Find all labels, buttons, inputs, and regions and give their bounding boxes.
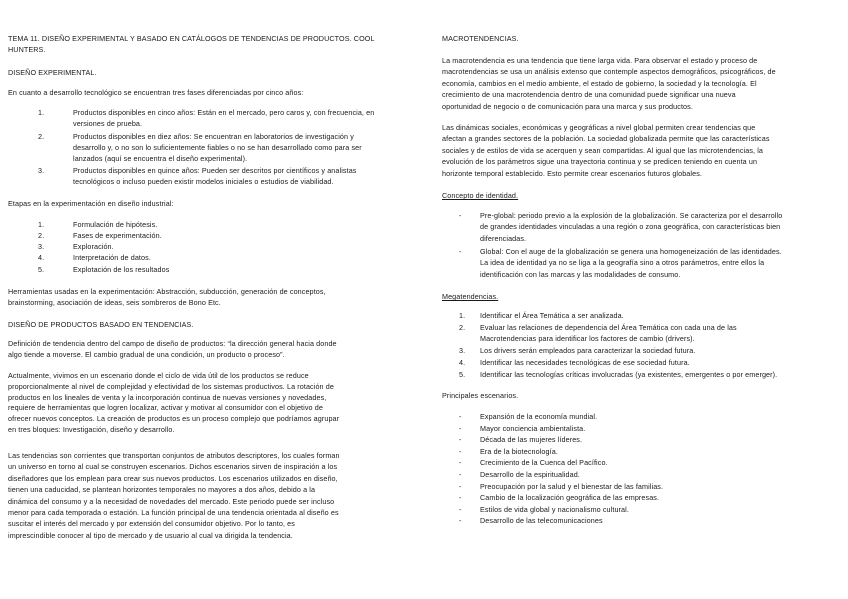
identity-item-text: Pre-global: periodo previo a la explosión de la globalización. Se caracteriza por el desarrollo [480, 211, 783, 220]
bullet-dash: - [459, 211, 462, 220]
macro-paragraph: economía, cambios en el medio ambiente, el estado de gobierno, la sociedad y la tecnología. El [442, 78, 757, 88]
megatrend-item-text: Identificar las tecnologías críticas involucradas (ya existentes, emergentes o por emerger). [480, 370, 778, 379]
trends-paragraph: proporcionalmente al nivel de complejidad y efectividad de los sistemas productivos. La rotación de [8, 381, 334, 391]
macro-paragraph: macrotendencias se usa un análisis extenso que contemple aspectos demográficos, psicográficos, de [442, 67, 776, 77]
macro-paragraph-2: evolución de los parámetros sigue una trayectoria continua y se predicen teniendo en cuenta un [442, 157, 758, 167]
identity-item-text: identificación con las marcas y las modalidades de consumo. [480, 270, 681, 279]
megatrend-item-text: Macrotendencias para identificar los factores de cambio (drivers). [480, 334, 695, 343]
megatrend-number: 2. [459, 323, 466, 332]
scenario-item-text: Desarrollo de la espiritualidad. [480, 470, 580, 479]
stage-number: 2. [38, 231, 45, 240]
tools-paragraph: Herramientas usadas en la experimentación: Abstracción, subducción, generación de conceptos, [8, 287, 326, 296]
phase-number: 3. [38, 166, 45, 175]
scenario-item-text: Mayor conciencia ambientalista. [480, 423, 586, 433]
macro-paragraph-2: sociales y de estilos de vida se acerquen y sean compartidas. Al igual que las microtendencias, la [442, 145, 764, 155]
trends-paragraph: ofrecer nuevos conceptos. La creación de productos es un proceso complejo que podríamos agrupar [8, 414, 340, 424]
megatrend-item-text: Evaluar las relaciones de dependencia del Área Temática con cada una de las [480, 323, 737, 332]
bullet-dash: - [459, 458, 462, 468]
document-title-line2: HUNTERS. [8, 45, 46, 54]
intro-paragraph: En cuanto a desarrollo tecnológico se encuentran tres fases diferenciadas por cinco años: [8, 88, 304, 97]
megatrend-item-text: Identificar las necesidades tecnológicas de ese sociedad futura. [480, 358, 690, 367]
bullet-dash: - [459, 446, 462, 456]
bullet-dash: - [459, 247, 462, 256]
scenario-item-text: Expansión de la economía mundial. [480, 412, 598, 421]
phase-item-text: lanzados (aquí se encuentra el diseño experimental). [73, 154, 248, 163]
macro-paragraph: La macrotendencia es una tendencia que tiene larga vida. Para observar el estado y proceso de [442, 56, 758, 65]
bullet-dash: - [459, 504, 462, 514]
bullet-dash: - [459, 470, 462, 479]
stage-number: 1. [38, 220, 45, 229]
megatrends-heading: Megatendencias. [442, 292, 499, 301]
trends-paragraph-2: suscitar el interés del mercado y por extensión del consumidor objetivo. Por lo tanto, es [8, 519, 295, 529]
macro-paragraph-2: Las dinámicas sociales, económicas y geográficas a nivel global permiten crear tendencias que [442, 123, 756, 132]
stage-number: 4. [38, 253, 45, 262]
stage-item-text: Exploración. [73, 242, 114, 251]
phase-item-text: desarrollo y, o no son lo suficientemente fiables o no se han desarrollado como para ser [73, 143, 362, 152]
identity-item-text: Global: Con el auge de la globalización se genera una homogeneización de las identidades. [480, 247, 782, 256]
scenario-item-text: Era de la biotecnología. [480, 446, 558, 456]
trends-paragraph-2: tienen una caducidad, se plantean horizontes temporales no mayores a dos años, debido a la [8, 485, 316, 495]
trends-paragraph-2: imprescindible conocer al tipo de mercado y de usuario al cual va dirigida la tendencia. [8, 530, 293, 540]
macro-paragraph: crecimiento de una macrotendencia dentro de una comunidad puede significar una nueva [442, 90, 736, 100]
megatrend-item-text: Los drivers serán empleados para caracterizar la sociedad futura. [480, 346, 696, 355]
identity-item-text: de grandes identidades vinculadas a una región o zona geográfica, con características bien [480, 222, 781, 231]
phase-item-text: tecnológicos o incluso pueden existir modelos iniciales o estudios de viabilidad. [73, 177, 334, 186]
scenario-item-text: Cambio de la localización geográfica de las empresas. [480, 493, 660, 503]
bullet-dash: - [459, 516, 462, 526]
scenario-item-text: Desarrollo de las telecomunicaciones [480, 516, 603, 526]
stage-item-text: Fases de experimentación. [73, 231, 162, 240]
megatrend-number: 5. [459, 370, 466, 379]
trends-paragraph-2: menor para cada temporada o estación. La función principal de una tendencia orientada al diseño es [8, 508, 339, 517]
definition-paragraph: Definición de tendencia dentro del campo de diseño de productos: “la dirección general hacia donde [8, 339, 337, 348]
stage-number: 3. [38, 242, 45, 251]
document-title: TEMA 11. DISEÑO EXPERIMENTAL Y BASADO EN CATÁLOGOS DE TENDENCIAS DE PRODUCTOS. COOL [8, 34, 375, 43]
tools-paragraph: brainstorming, asociación de ideas, seis sombreros de Bono Etc. [8, 298, 221, 307]
phase-number: 1. [38, 108, 45, 117]
section-heading-trends: DISEÑO DE PRODUCTOS BASADO EN TENDENCIAS. [8, 320, 194, 329]
identity-item-text: diferenciadas. [480, 234, 527, 243]
macro-paragraph-2: afectan a grandes sectores de la población. La sociedad globalizada permite que las características [442, 134, 770, 144]
identity-item-text: La idea de identidad ya no se liga a la geografía sino a otros parámetros, entre ellos la [480, 258, 765, 267]
definition-paragraph: algo tiende a moverse. El cambio gradual de una condición, un producto o proceso”. [8, 350, 285, 359]
megatrend-item-text: Identificar el Área Temática a ser analizada. [480, 311, 624, 320]
scenario-item-text: Crecimiento de la Cuenca del Pacífico. [480, 458, 608, 468]
stage-number: 5. [38, 265, 45, 274]
phase-number: 2. [38, 132, 45, 141]
stage-item-text: Explotación de los resultados [73, 265, 170, 274]
phase-item-text: Productos disponibles en diez años: Se encuentran en laboratorios de investigación y [73, 132, 354, 141]
trends-paragraph-2: Las tendencias son corrientes que transportan conjuntos de atributos descriptores, los cuales forman [8, 451, 340, 460]
stages-intro: Etapas en la experimentación en diseño industrial: [8, 199, 174, 208]
scenarios-heading: Principales escenarios. [442, 391, 519, 400]
stage-item-text: Interpretación de datos. [73, 253, 151, 262]
bullet-dash: - [459, 481, 462, 491]
trends-paragraph-2: diseñadores que los emplean para crear sus nuevos productos. Los escenarios utilizados en diseño, [8, 473, 338, 483]
stage-item-text: Formulación de hipótesis. [73, 220, 158, 229]
macro-paragraph: oportunidad de negocio o de comunicación para una marca y sus productos. [442, 101, 693, 111]
bullet-dash: - [459, 435, 462, 445]
trends-paragraph: Actualmente, vivimos en un escenario donde el ciclo de vida útil de los productos se reduce [8, 371, 309, 380]
phase-item-text: Productos disponibles en quince años: Pueden ser descritos por científicos y analistas [73, 166, 357, 175]
macro-paragraph-2: horizonte temporal establecido. Esto permite crear escenarios futuros globales. [442, 168, 702, 178]
trends-paragraph: productos en los lineales de venta y la incorporación continua de nuevas versiones y novedades, [8, 392, 327, 402]
bullet-dash: - [459, 412, 462, 421]
phase-item-text: Productos disponibles en cinco años: Están en el mercado, pero caros y, con frecuencia, en [73, 108, 375, 117]
identity-heading: Concepto de identidad. [442, 191, 519, 200]
trends-paragraph-2: dinámica del consumo y a la necesidad de novedades del mercado. Este periodo puede ser incluso [8, 496, 335, 506]
section-heading-experimental: DISEÑO EXPERIMENTAL. [8, 68, 97, 77]
trends-paragraph: requiere de herramientas que logren localizar, activar y motivar al consumidor con el objetivo de [8, 403, 323, 413]
scenario-item-text: Preocupación por la salud y el bienestar de las familias. [480, 481, 664, 491]
megatrend-number: 3. [459, 346, 466, 355]
phase-item-text: versiones de prueba. [73, 119, 143, 128]
scenario-item-text: Estilos de vida global y nacionalismo cultural. [480, 504, 629, 514]
trends-paragraph-2: un universo en torno al cual se construyen escenarios. Dichos escenarios sirven de inspiración a los [8, 462, 338, 472]
scenario-item-text: Década de las mujeres líderes. [480, 435, 583, 445]
trends-paragraph: en tres bloques: Investigación, diseño y desarrollo. [8, 425, 175, 434]
megatrend-number: 4. [459, 358, 466, 367]
section-heading-macro: MACROTENDENCIAS. [442, 34, 519, 43]
megatrend-number: 1. [459, 311, 466, 320]
bullet-dash: - [459, 493, 462, 503]
bullet-dash: - [459, 423, 462, 433]
